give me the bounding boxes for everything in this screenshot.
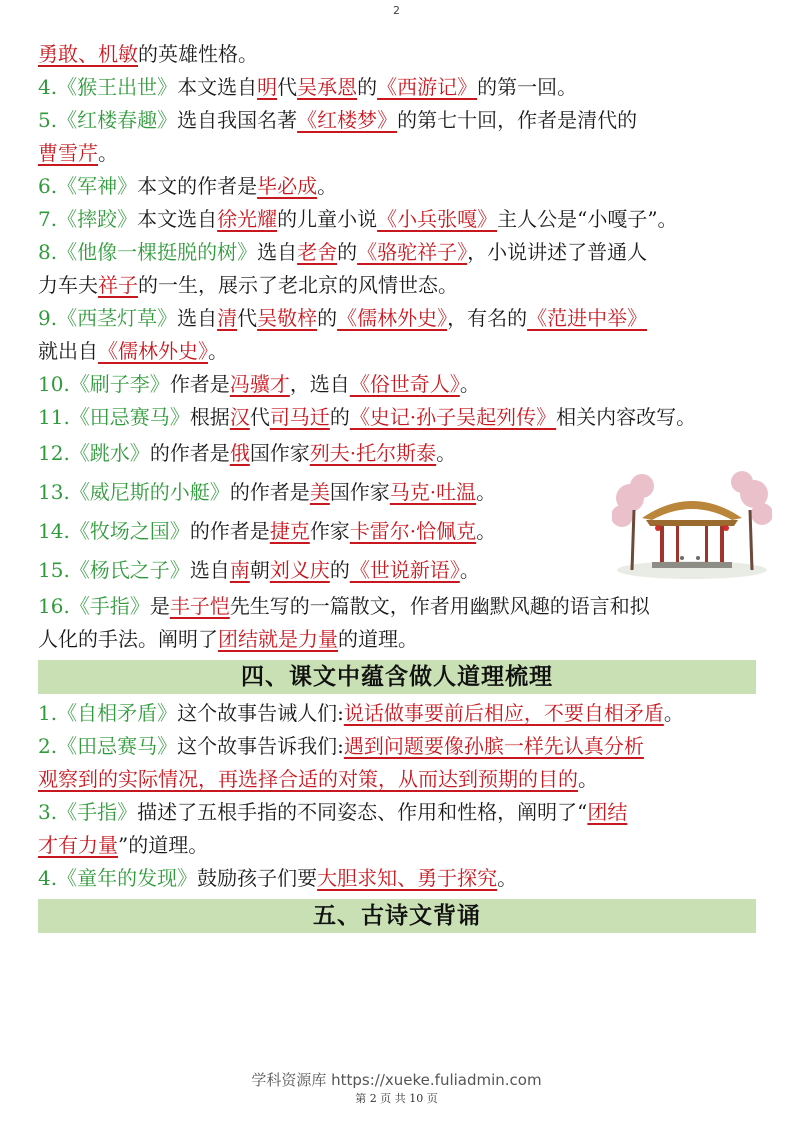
body-text: ，有名的	[447, 306, 528, 330]
footer-page: 第 2 页 共 10 页	[355, 1092, 438, 1105]
text-line	[38, 434, 756, 473]
key-answer: 观察到的实际情况，再选择合适的对策，从而达到预期的目的	[38, 767, 578, 791]
key-answer: 祥子	[98, 273, 138, 297]
body-text: 。	[208, 339, 228, 363]
key-answer: 曹雪芹	[38, 141, 98, 165]
text-line	[38, 71, 756, 104]
key-answer: 捷克	[269, 519, 310, 543]
key-answer: 说话做事要前后相应，不要自相矛盾	[343, 701, 664, 725]
body-text: 代	[249, 405, 270, 429]
body-text: 作者是	[169, 372, 230, 396]
body-text: 的	[337, 240, 358, 264]
lesson-title: 12.《跳水》	[38, 441, 150, 465]
lesson-title: 10.《刷子李》	[38, 372, 170, 396]
key-answer: 《史记·孙子吴起列传》	[349, 405, 557, 429]
lesson-title: 8.《他像一棵挺脱的树》	[38, 240, 258, 264]
body-text: 国作家	[249, 441, 310, 465]
lesson-title: 9.《西茎灯草》	[38, 306, 178, 330]
body-text: 的英雄性格。	[138, 42, 258, 66]
text-line	[38, 236, 756, 269]
body-text: 。	[459, 558, 480, 582]
body-text: 就出自	[38, 339, 98, 363]
body-text: 。	[497, 866, 518, 890]
key-answer: 马克·吐温	[389, 480, 477, 504]
text-line	[38, 763, 756, 796]
key-answer: 毕必成	[257, 174, 318, 198]
body-text: 的作者是	[229, 480, 310, 504]
body-text: 。	[459, 372, 480, 396]
body-text: 代	[277, 75, 298, 99]
key-answer: 团结就是力量	[218, 627, 338, 651]
body-text: 的	[329, 405, 350, 429]
text-line	[38, 697, 756, 730]
section-4-list	[38, 697, 756, 895]
body-text: 。	[317, 174, 338, 198]
body-text: 选自我国名著	[177, 108, 298, 132]
body-text: 。	[578, 767, 598, 791]
key-answer: 冯骥才	[229, 372, 290, 396]
body-text: 先生写的一篇散文，作者用幽默风趣的语言和拟	[229, 594, 650, 618]
body-text: 的	[329, 558, 350, 582]
text-line	[38, 401, 756, 434]
lesson-title: 5.《红楼春趣》	[38, 108, 178, 132]
body-text: 。	[476, 480, 497, 504]
section-5-heading: 五、古诗文背诵	[38, 899, 756, 933]
body-text: 本文选自	[137, 207, 218, 231]
body-text: 选自	[257, 240, 298, 264]
body-text: 的一生，展示了老北京的风情世态。	[138, 273, 458, 297]
body-text: 的第一回。	[477, 75, 578, 99]
key-answer: 才有力量	[38, 833, 118, 857]
key-answer: 《西游记》	[377, 75, 478, 99]
body-text: 本文选自	[177, 75, 258, 99]
key-answer: 《红楼梦》	[297, 108, 398, 132]
body-text: 是	[149, 594, 170, 618]
body-text: 的作者是	[149, 441, 230, 465]
key-answer: 刘义庆	[269, 558, 330, 582]
key-answer: 勇敢、机敏	[38, 42, 138, 66]
section-4-heading: 四、课文中蕴含做人道理梳理	[38, 660, 756, 694]
lesson-title: 16.《手指》	[38, 594, 150, 618]
key-answer: 明	[257, 75, 278, 99]
key-answer: 丰子恺	[169, 594, 230, 618]
text-line	[38, 170, 756, 203]
key-answer: 《儒林外史》	[98, 339, 208, 363]
body-text: 人化的手法。阐明了	[38, 627, 218, 651]
body-text: ，小说讲述了普通人	[467, 240, 648, 264]
key-answer: 《俗世奇人》	[349, 372, 460, 396]
body-text: 。	[436, 441, 457, 465]
text-line	[38, 796, 756, 829]
text-line	[38, 335, 756, 368]
lesson-title: 3.《手指》	[38, 800, 138, 824]
lesson-title: 2.《田忌赛马》	[38, 734, 178, 758]
body-text: 的	[317, 306, 338, 330]
key-answer: 徐光耀	[217, 207, 278, 231]
text-line	[38, 38, 756, 71]
page-number-top: 2	[393, 4, 400, 17]
key-answer: 大胆求知、勇于探究	[317, 866, 498, 890]
key-answer: 遇到问题要像孙膑一样先认真分析	[343, 734, 644, 758]
key-answer: 《骆驼祥子》	[357, 240, 468, 264]
body-text: ”的道理。	[118, 833, 209, 857]
text-line	[38, 590, 756, 623]
body-text: 的作者是	[189, 519, 270, 543]
key-answer: 列夫·托尔斯泰	[309, 441, 437, 465]
body-text: 作家	[309, 519, 350, 543]
body-text: 力车夫	[38, 273, 98, 297]
body-text: 鼓励孩子们要	[197, 866, 318, 890]
body-text: 本文的作者是	[137, 174, 258, 198]
lesson-title: 4.《猴王出世》	[38, 75, 178, 99]
body-text: 这个故事告诫人们:	[177, 701, 344, 725]
lesson-title: 15.《杨氏之子》	[38, 558, 190, 582]
body-text: 根据	[189, 405, 230, 429]
key-answer: 清	[217, 306, 238, 330]
key-answer: 团结	[587, 800, 628, 824]
body-text: 。	[476, 519, 497, 543]
key-answer: 《范进中举》	[527, 306, 648, 330]
body-text: 的第七十回，作者是清代的	[397, 108, 638, 132]
body-text: 的道理。	[338, 627, 418, 651]
lesson-title: 4.《童年的发现》	[38, 866, 198, 890]
key-answer: 汉	[229, 405, 250, 429]
text-line	[38, 203, 756, 236]
key-answer: 吴承恩	[297, 75, 358, 99]
body-text: 这个故事告诉我们:	[177, 734, 344, 758]
body-text: 选自	[189, 558, 230, 582]
text-line	[38, 623, 756, 656]
text-line	[38, 368, 756, 401]
body-text: 描述了五根手指的不同姿态、作用和性格，阐明了“	[137, 800, 588, 824]
text-line	[38, 862, 756, 895]
key-answer: 美	[309, 480, 330, 504]
lesson-title: 11.《田忌赛马》	[38, 405, 190, 429]
body-text: 朝	[249, 558, 270, 582]
lesson-title: 7.《摔跤》	[38, 207, 138, 231]
text-line	[38, 829, 756, 862]
key-answer: 南	[229, 558, 250, 582]
body-text: 主人公是“小嘎子”。	[497, 207, 678, 231]
body-text: 选自	[177, 306, 218, 330]
key-answer: 吴敬梓	[257, 306, 318, 330]
body-text: 相关内容改写。	[556, 405, 697, 429]
body-text: 。	[663, 701, 684, 725]
text-line	[38, 104, 756, 137]
key-answer: 《小兵张嘎》	[377, 207, 498, 231]
body-text: 的	[357, 75, 378, 99]
text-line	[38, 302, 756, 335]
body-text: ，选自	[289, 372, 350, 396]
key-answer: 司马迁	[269, 405, 330, 429]
lesson-title: 14.《牧场之国》	[38, 519, 190, 543]
body-text: 国作家	[329, 480, 390, 504]
lesson-title: 6.《军神》	[38, 174, 138, 198]
text-line	[38, 137, 756, 170]
footer-source: 学科资源库 https://xueke.fuliadmin.com	[251, 1071, 542, 1089]
text-line	[38, 269, 756, 302]
key-answer: 老舍	[297, 240, 338, 264]
pavilion-illustration	[612, 470, 772, 582]
text-line	[38, 730, 756, 763]
lesson-title: 1.《自相矛盾》	[38, 701, 178, 725]
key-answer: 《世说新语》	[349, 558, 460, 582]
key-answer: 卡雷尔·恰佩克	[349, 519, 477, 543]
body-text: 代	[237, 306, 258, 330]
body-text: 。	[98, 141, 118, 165]
lesson-title: 13.《威尼斯的小艇》	[38, 480, 230, 504]
key-answer: 《儒林外史》	[337, 306, 448, 330]
body-text: 的儿童小说	[277, 207, 378, 231]
key-answer: 俄	[229, 441, 250, 465]
